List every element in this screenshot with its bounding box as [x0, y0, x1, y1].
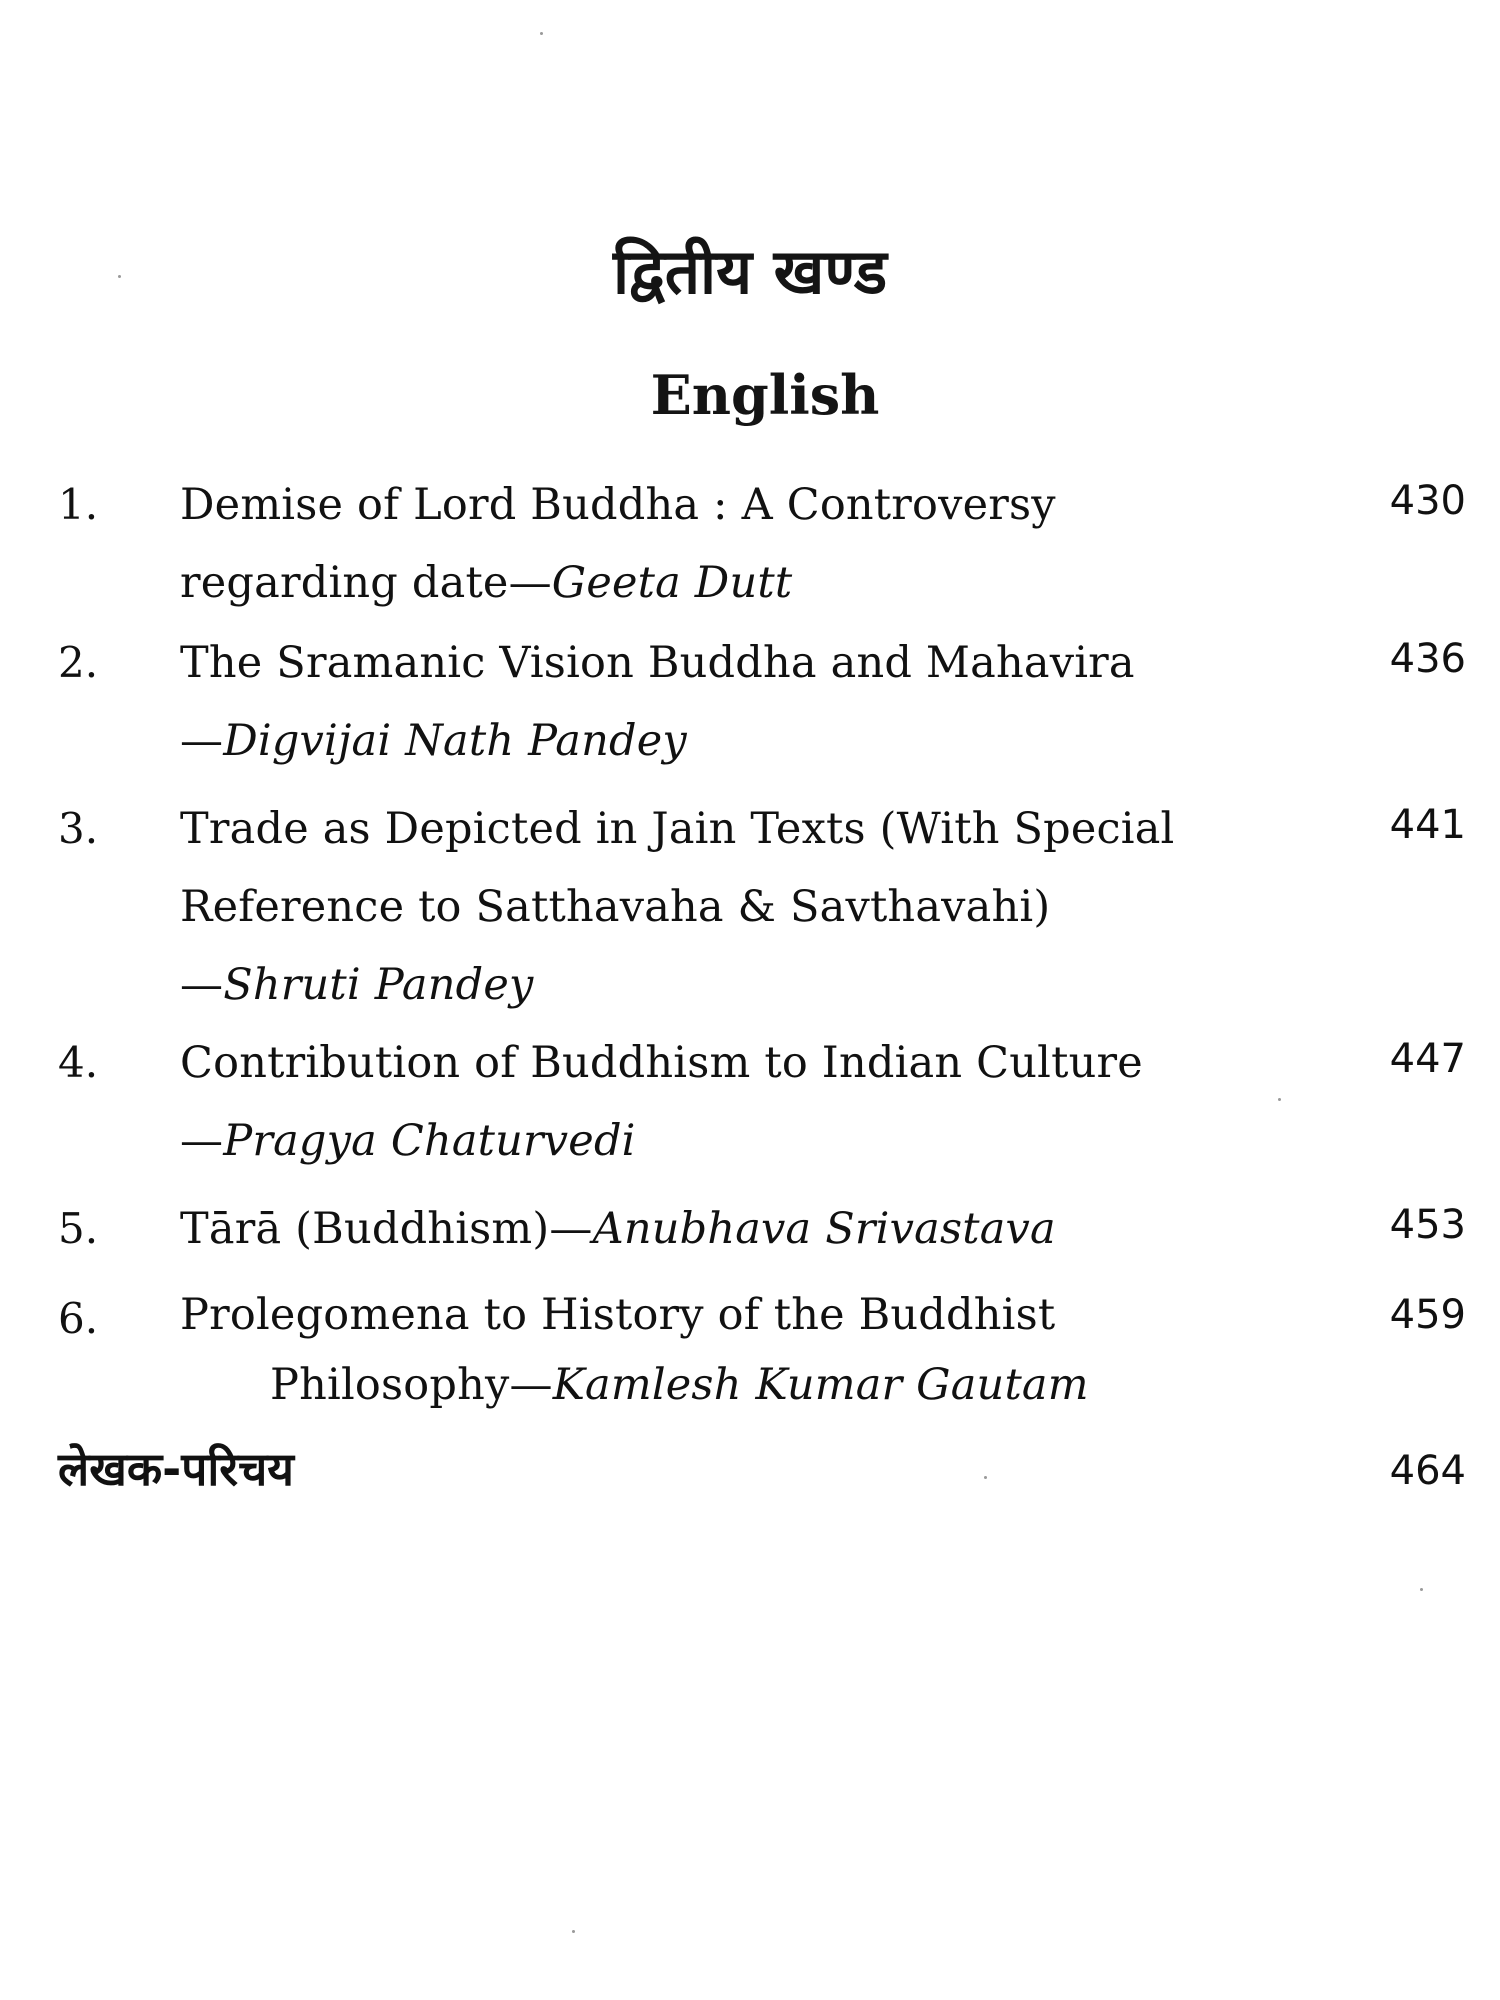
- entry-title-line: [180, 1102, 1310, 1180]
- entry-title-line: [180, 544, 1310, 622]
- entry-author: Pragya Chaturvedi: [223, 1116, 636, 1166]
- entry-number: 6.: [58, 1294, 99, 1343]
- entry-title-fragment: —: [180, 960, 224, 1010]
- entry-title: [180, 1280, 1310, 1420]
- paper-speck: [540, 32, 543, 35]
- entry-number: 1.: [58, 480, 99, 529]
- entry-author: Shruti Pandey: [223, 960, 534, 1010]
- entry-author: Digvijai Nath Pandey: [223, 716, 687, 766]
- paper-speck: [118, 275, 121, 278]
- entry-title-fragment: —: [180, 716, 224, 766]
- entry-title-line: Reference to Satthavaha & Savthavahi): [180, 882, 1051, 932]
- entry-page-number: 430: [1389, 478, 1466, 524]
- entry-number: 5.: [58, 1204, 99, 1253]
- author-introduction-page-number: 464: [1389, 1448, 1466, 1494]
- paper-speck: [984, 1476, 987, 1479]
- author-introduction-label: लेखक-परिचय: [58, 1442, 294, 1496]
- entry-title-fragment: regarding date—: [180, 558, 552, 608]
- section-subtitle: English: [650, 363, 880, 427]
- entry-title: [180, 1024, 1310, 1180]
- paper-speck: [1420, 1588, 1423, 1591]
- entry-title: [180, 466, 1310, 622]
- entry-number: 2.: [58, 638, 99, 687]
- entry-title: [180, 624, 1310, 780]
- entry-title-line: [180, 702, 1310, 780]
- entry-title-fragment: —: [180, 1116, 224, 1166]
- entry-page-number: 441: [1389, 802, 1466, 848]
- entry-title-line: The Sramanic Vision Buddha and Mahavira: [180, 638, 1135, 688]
- entry-title: [180, 1190, 1310, 1268]
- entry-title-fragment: Tārā (Buddhism)—: [180, 1204, 593, 1254]
- entry-number: 3.: [58, 804, 99, 853]
- entry-author: Kamlesh Kumar Gautam: [552, 1360, 1089, 1410]
- entry-title-line: Prolegomena to History of the Buddhist: [180, 1290, 1056, 1340]
- entry-title-line: Demise of Lord Buddha : A Controversy: [180, 480, 1056, 530]
- entry-author: Anubhava Srivastava: [592, 1204, 1056, 1254]
- section-title: द्वितीय खण्ड: [613, 235, 887, 308]
- entry-title-line: Trade as Depicted in Jain Texts (With Special: [180, 804, 1175, 854]
- entry-page-number: 459: [1389, 1292, 1466, 1338]
- entry-title-line: [180, 1190, 1310, 1268]
- entry-title-line: Contribution of Buddhism to Indian Culture: [180, 1038, 1143, 1088]
- entry-number: 4.: [58, 1038, 99, 1087]
- entry-title-fragment: Philosophy—: [270, 1360, 553, 1410]
- entry-page-number: 453: [1389, 1202, 1466, 1248]
- entry-page-number: 436: [1389, 636, 1466, 682]
- entry-page-number: 447: [1389, 1036, 1466, 1082]
- entry-title-line: [180, 946, 1310, 1024]
- paper-speck: [1278, 1098, 1281, 1101]
- paper-speck: [572, 1930, 575, 1933]
- entry-title: [180, 790, 1310, 1024]
- entry-author: Geeta Dutt: [551, 558, 793, 608]
- entry-title-line: [180, 1350, 1310, 1420]
